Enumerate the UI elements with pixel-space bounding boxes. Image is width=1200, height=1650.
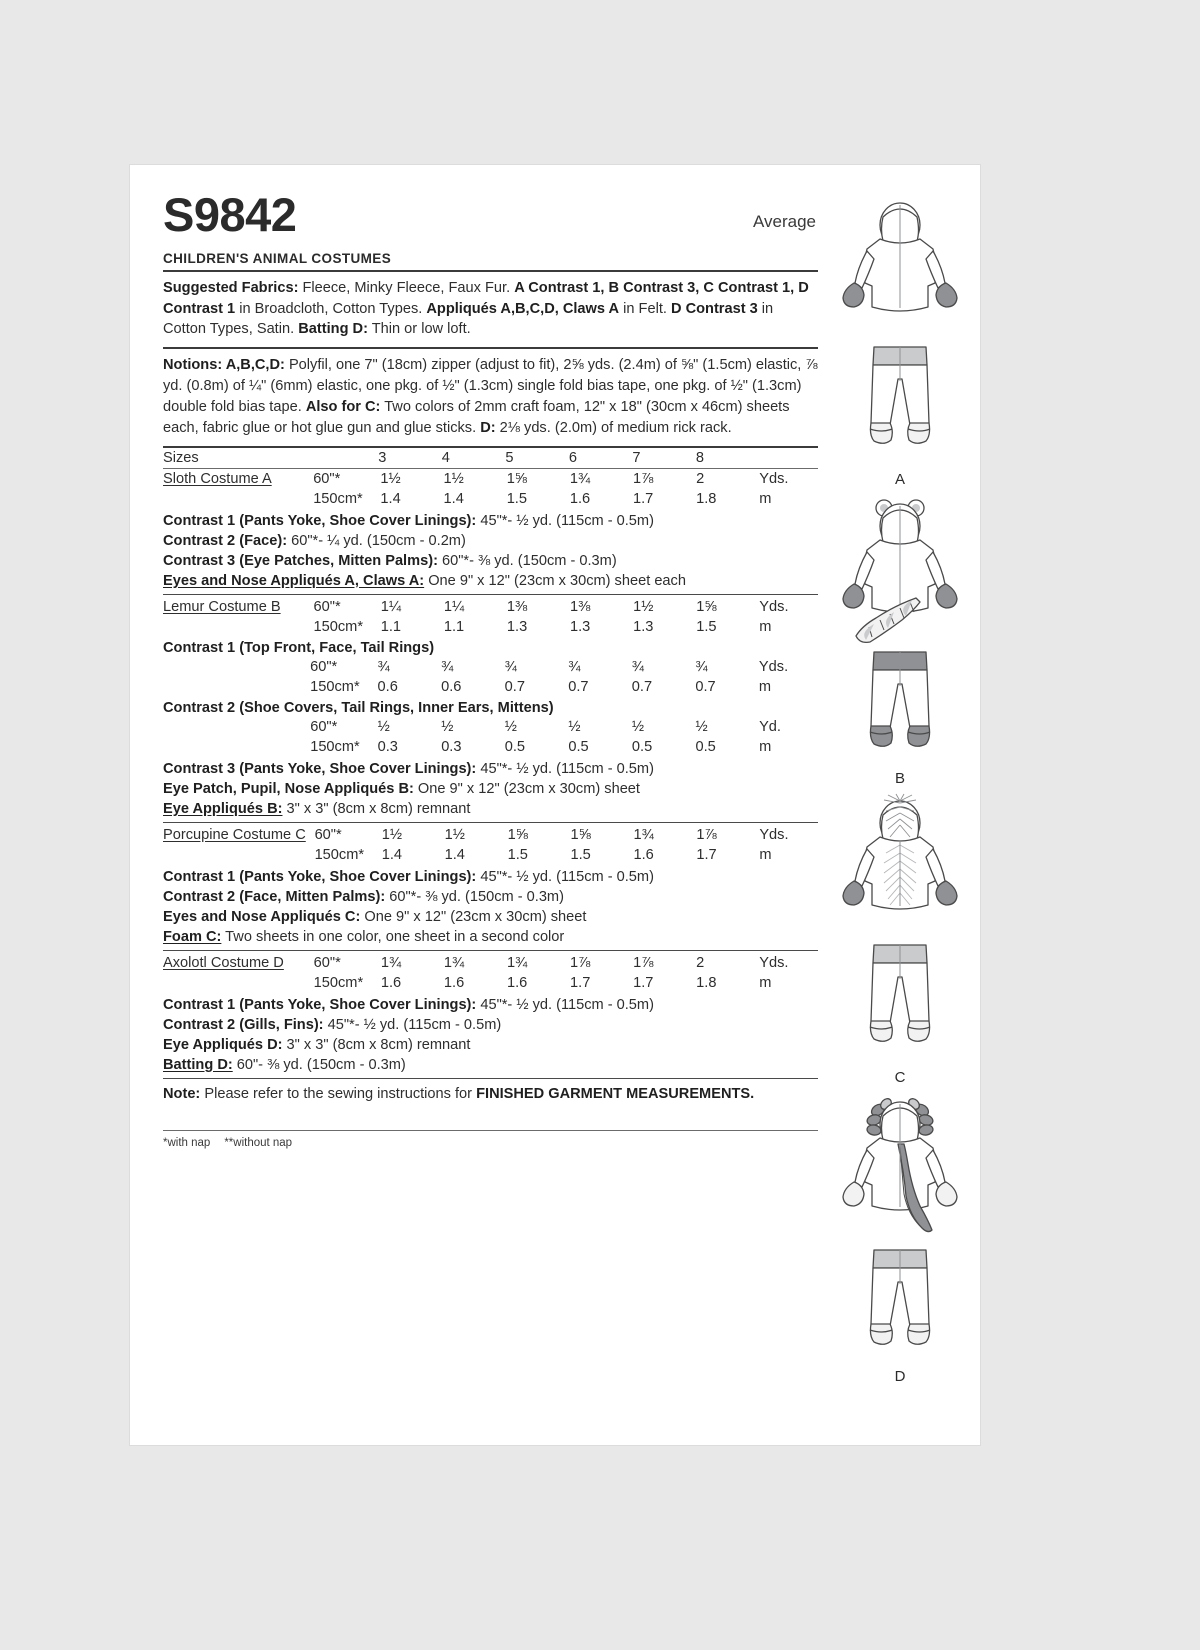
- costume-name-a: Sloth Costume A: [163, 470, 272, 487]
- suggested-fabrics: [163, 278, 818, 341]
- yardage-cell: ½: [568, 718, 581, 735]
- fabric-width: 150cm*: [310, 738, 360, 755]
- costume-name-d: Axolotl Costume D: [163, 954, 284, 971]
- table-row: [163, 657, 818, 677]
- fabric-width: 60"*: [313, 470, 341, 487]
- spacer-cell: [163, 845, 315, 865]
- table-row: [163, 737, 818, 757]
- note-value: 60"*- ⅜ yd. (150cm - 0.3m): [385, 888, 564, 905]
- note-label: Contrast 3 (Pants Yoke, Shoe Cover Linings):: [163, 760, 477, 777]
- table-row: [163, 597, 818, 617]
- yardage-cell: ½: [631, 718, 645, 735]
- fabric-width: 60"*: [314, 826, 342, 843]
- size-col-6: 6: [568, 449, 577, 466]
- sizes-unit-blank: [759, 448, 818, 468]
- unit-cell: m: [759, 738, 772, 755]
- yardage-cell: ¾: [568, 658, 581, 675]
- sizes-header-row: [163, 448, 818, 468]
- notions-views: A,B,C,D:: [222, 357, 285, 374]
- yardage-cell: 1.4: [444, 846, 465, 863]
- yardage-cell: 1¾: [380, 954, 402, 971]
- note-value: Two sheets in one color, one sheet in a second color: [221, 928, 565, 945]
- notions-text-2: Two colors of 2mm craft foam, 12" x 18" (30cm x 46cm) sheets each, fabric glue or hot glue gun and glue sticks.: [163, 398, 790, 436]
- porcupine-costume-view: [835, 793, 965, 1086]
- yardage-cell: 1⅞: [696, 826, 717, 843]
- sloth-costume-view: [835, 195, 965, 488]
- page-title: CHILDREN'S ANIMAL COSTUMES: [163, 250, 392, 266]
- list-item: [163, 1017, 818, 1033]
- yardage-cell: 1½: [381, 826, 402, 843]
- yardage-cell: 0.5: [568, 738, 589, 755]
- yardage-cell: 1.7: [632, 490, 654, 507]
- spacer-cell: [163, 617, 314, 637]
- note-label: Contrast 2 (Face, Mitten Palms):: [163, 888, 386, 905]
- porcupine-illustration: [836, 793, 964, 1068]
- sizes-label: Sizes: [163, 449, 199, 466]
- yardage-cell: 1⅝: [570, 826, 591, 843]
- yardage-cell: 1.8: [696, 490, 717, 507]
- unit-cell: Yds.: [758, 658, 789, 675]
- note-label: Contrast 2 (Gills, Fins):: [163, 1016, 324, 1033]
- yardage-cell: 1¾: [633, 826, 654, 843]
- list-item: [163, 761, 818, 777]
- yardage-cell: 1.6: [380, 974, 402, 991]
- yardage-cell: 0.5: [504, 738, 526, 755]
- yardage-cell: 1.1: [380, 618, 402, 635]
- spacer-cell: [163, 737, 310, 757]
- unit-cell: Yd.: [759, 718, 781, 735]
- yardage-cell: 1⅝: [506, 470, 527, 487]
- yardage-cell: 1.6: [443, 974, 465, 991]
- note-label: Contrast 3 (Eye Patches, Mitten Palms):: [163, 552, 438, 569]
- fabrics-text-4: Thin or low loft.: [367, 321, 471, 338]
- fabric-width: 150cm*: [310, 678, 360, 695]
- sizes-width-blank: [312, 448, 378, 468]
- costume-table-a: [163, 469, 818, 509]
- fabric-width: 150cm*: [313, 490, 363, 507]
- fabric-width: 60"*: [310, 658, 338, 675]
- size-col-4: 4: [441, 449, 450, 466]
- yardage-cell: 0.3: [441, 738, 462, 755]
- yardage-cell: 1.7: [633, 974, 654, 991]
- costume-table-b: [163, 597, 818, 637]
- yardage-cell: 1¼: [443, 598, 465, 615]
- lemur-costume-view: [835, 494, 965, 787]
- list-item: [163, 909, 818, 925]
- unit-cell: Yds.: [759, 598, 789, 615]
- yardage-cell: ¾: [441, 658, 454, 675]
- subtable-heading: Contrast 2 (Shoe Covers, Tail Rings, Inner Ears, Mittens): [163, 699, 554, 716]
- yardage-cell: 0.3: [377, 738, 398, 755]
- table-row: [163, 469, 818, 489]
- note-value: 45"*- ½ yd. (115cm - 0.5m): [476, 512, 654, 529]
- note-value: 60"*- ⅜ yd. (150cm - 0.3m): [437, 552, 617, 569]
- list-item: [163, 869, 818, 885]
- divider-footnote: [163, 1130, 818, 1131]
- yardage-cell: 1⅜: [506, 598, 528, 615]
- table-row: [163, 717, 818, 737]
- fabrics-bold-3: D Contrast 3: [670, 300, 758, 317]
- costume-name-b: Lemur Costume B: [163, 598, 281, 615]
- lemur-illustration: [836, 494, 964, 769]
- yardage-cell: 1.1: [443, 618, 465, 635]
- yardage-cell: 0.7: [695, 678, 716, 695]
- size-col-5: 5: [505, 449, 514, 466]
- table-row: [163, 617, 818, 637]
- costume-b-contrast1-table: [163, 657, 818, 697]
- note-value: 60"- ⅜ yd. (150cm - 0.3m): [232, 1056, 406, 1073]
- yardage-cell: 1.7: [570, 974, 591, 991]
- table-row: [163, 845, 818, 865]
- yardage-cell: 1½: [444, 826, 465, 843]
- header: [163, 188, 818, 241]
- unit-cell: m: [758, 678, 772, 695]
- suggested-fabrics-text: Fleece, Minky Fleece, Faux Fur.: [298, 279, 515, 296]
- size-col-7: 7: [632, 449, 641, 466]
- sizes-header-table: [163, 448, 818, 468]
- size-col-8: 8: [695, 449, 705, 466]
- yardage-cell: 1⅞: [570, 954, 591, 971]
- nap-footnote: [163, 1137, 818, 1149]
- yardage-cell: ½: [695, 718, 708, 735]
- text-column: [163, 188, 818, 1149]
- yardage-cell: 1.5: [506, 490, 527, 507]
- list-item: [163, 1057, 818, 1073]
- yardage-cell: ½: [504, 718, 517, 735]
- unit-cell: Yds.: [759, 470, 789, 487]
- fabric-width: 60"*: [313, 954, 341, 971]
- unit-cell: m: [759, 490, 772, 507]
- unit-cell: m: [759, 846, 772, 863]
- note-emphasis: FINISHED GARMENT MEASUREMENTS.: [476, 1085, 755, 1102]
- yardage-cell: 1.5: [696, 618, 717, 635]
- yardage-cell: 0.7: [631, 678, 653, 695]
- divider-fabrics: [163, 347, 818, 349]
- yardage-cell: 1⅞: [633, 954, 654, 971]
- fabrics-text-3: in Cotton Types, Satin.: [163, 300, 774, 338]
- table-row: [163, 825, 818, 845]
- note-label: Note:: [163, 1085, 201, 1102]
- yardage-cell: 1¾: [443, 954, 465, 971]
- costume-table-c: [163, 825, 818, 865]
- notions: [163, 355, 818, 438]
- fabric-width: 150cm*: [314, 846, 365, 863]
- table-row: [163, 973, 818, 993]
- yardage-cell: 1½: [380, 470, 401, 487]
- axolotl-illustration: [836, 1092, 964, 1367]
- yardage-cell: 0.6: [377, 678, 398, 695]
- list-item: [163, 781, 818, 797]
- list-item: [163, 553, 818, 569]
- yardage-cell: 1¾: [569, 470, 591, 487]
- yardage-cell: 1⅝: [696, 598, 717, 615]
- note-label: Contrast 2 (Face):: [163, 532, 288, 549]
- fabrics-bold-4: Batting D:: [298, 321, 368, 338]
- finished-measurements-note: [163, 1086, 818, 1102]
- fabric-width: 60"*: [313, 598, 341, 615]
- yardage-cell: 0.6: [441, 678, 462, 695]
- costume-name-c: Porcupine Costume C: [163, 826, 306, 843]
- fabrics-bold-1: A Contrast 1, B Contrast 3, C Contrast 1, D Contrast 1: [163, 279, 809, 317]
- list-item: [163, 929, 818, 945]
- notions-label: Notions:: [163, 357, 223, 374]
- note-value: 45"*- ½ yd. (115cm - 0.5m): [476, 868, 654, 885]
- note-value: 3" x 3" (8cm x 8cm) remnant: [282, 800, 471, 817]
- divider-costume-d: [163, 1078, 818, 1079]
- costume-b-contrast2-table: [163, 717, 818, 757]
- yardage-cell: 0.5: [695, 738, 716, 755]
- without-nap-note: **without nap: [224, 1136, 293, 1149]
- yardage-cell: 0.7: [568, 678, 589, 695]
- yardage-cell: 1.5: [570, 846, 591, 863]
- yardage-cell: 1½: [633, 598, 654, 615]
- yardage-cell: 1⅜: [570, 598, 591, 615]
- yardage-cell: 1.3: [633, 618, 654, 635]
- yardage-cell: 1.3: [506, 618, 528, 635]
- view-letter-b: B: [894, 770, 905, 787]
- note-label: Eyes and Nose Appliqués C:: [163, 908, 361, 925]
- fabric-width: 60"*: [310, 718, 338, 735]
- yardage-cell: ¾: [377, 658, 390, 675]
- table-row: [163, 677, 818, 697]
- unit-cell: m: [759, 618, 772, 635]
- list-item: [163, 889, 818, 905]
- list-item: [163, 533, 818, 549]
- yardage-cell: ¾: [695, 658, 708, 675]
- fabric-width: 150cm*: [313, 618, 364, 635]
- note-value: One 9" x 12" (23cm x 30cm) sheet: [413, 780, 640, 797]
- divider-costume-c: [163, 950, 818, 951]
- list-item: [163, 513, 818, 529]
- yardage-cell: 1.6: [569, 490, 591, 507]
- note-label: Batting D:: [163, 1056, 233, 1073]
- yardage-cell: 1.4: [443, 490, 464, 507]
- table-row: [163, 489, 818, 509]
- yardage-cell: ½: [377, 718, 390, 735]
- pattern-envelope-back: [130, 165, 980, 1445]
- yardage-cell: 1.8: [696, 974, 717, 991]
- yardage-cell: 0.7: [504, 678, 525, 695]
- view-letter-a: A: [894, 471, 905, 488]
- yardage-cell: 2: [696, 470, 705, 487]
- costume-table-d: [163, 953, 818, 993]
- yardage-cell: 1.6: [506, 974, 528, 991]
- note-label: Contrast 1 (Pants Yoke, Shoe Cover Linings):: [163, 868, 477, 885]
- list-item: [163, 997, 818, 1013]
- note-label: Contrast 1 (Pants Yoke, Shoe Cover Linings):: [163, 512, 477, 529]
- yardage-cell: ¾: [504, 658, 517, 675]
- axolotl-costume-view: [835, 1092, 965, 1385]
- fabrics-text-1: in Broadcloth, Cotton Types.: [235, 300, 427, 317]
- yardage-cell: 1¾: [506, 954, 528, 971]
- divider-costume-b: [163, 822, 818, 823]
- subtable-heading: Contrast 1 (Top Front, Face, Tail Rings): [163, 639, 435, 656]
- list-item: [163, 801, 818, 817]
- yardage-cell: 1.4: [381, 846, 402, 863]
- note-value: 45"*- ½ yd. (115cm - 0.5m): [476, 996, 654, 1013]
- yardage-cell: 1.3: [570, 618, 591, 635]
- table-row: [163, 953, 818, 973]
- yardage-cell: 1.4: [380, 490, 401, 507]
- yardage-cell: 1.6: [633, 846, 654, 863]
- notions-bold-3: D:: [480, 419, 496, 436]
- note-value: 45"*- ½ yd. (115cm - 0.5m): [476, 760, 654, 777]
- fabrics-bold-2: Appliqués A,B,C,D, Claws A: [426, 300, 620, 317]
- yardage-cell: ½: [441, 718, 454, 735]
- note-label: Eyes and Nose Appliqués A, Claws A:: [163, 572, 425, 589]
- note-value: 45"*- ½ yd. (115cm - 0.5m): [323, 1016, 502, 1033]
- view-letter-c: C: [894, 1069, 906, 1086]
- notions-bold-2: Also for C:: [305, 398, 381, 415]
- fabric-width: 150cm*: [313, 974, 364, 991]
- yardage-cell: 1⅝: [507, 826, 528, 843]
- yardage-cell: 0.5: [631, 738, 653, 755]
- yardage-cell: 1.5: [507, 846, 528, 863]
- note-label: Eye Appliqués D:: [163, 1036, 283, 1053]
- note-label: Eye Patch, Pupil, Nose Appliqués B:: [163, 780, 414, 797]
- unit-cell: Yds.: [759, 826, 789, 843]
- spacer-cell: [163, 717, 310, 737]
- note-label: Foam C:: [163, 928, 222, 945]
- yardage-cell: ¾: [631, 658, 644, 675]
- list-item: [163, 573, 818, 589]
- size-col-3: 3: [378, 449, 387, 466]
- fabrics-text-2: in Felt.: [619, 300, 671, 317]
- yardage-cell: 1⅞: [632, 470, 654, 487]
- notions-text: Polyfil, one 7" (18cm) zipper (adjust to fit), 2⅝ yds. (2.4m) of ⅝" (1.5cm) elastic, ⅞ yd. (0.8m) of ¼" (6mm) elastic, one pkg. of ½" (1.3cm) single fold bias tape, one pkg. of ½" (1.3cm) double fold bias tape.: [163, 357, 818, 415]
- list-item: [163, 1037, 818, 1053]
- view-letter-d: D: [894, 1368, 906, 1385]
- spacer-cell: [163, 489, 313, 509]
- note-value: 3" x 3" (8cm x 8cm) remnant: [282, 1036, 471, 1053]
- with-nap-note: *with nap: [163, 1136, 211, 1149]
- spacer-cell: [163, 973, 314, 993]
- divider-title: [163, 270, 818, 272]
- note-value: Please refer to the sewing instructions for: [200, 1085, 477, 1102]
- sloth-illustration: [836, 195, 964, 470]
- unit-cell: Yds.: [759, 954, 789, 971]
- garment-illustrations: [835, 195, 965, 1391]
- note-label: Eye Appliqués B:: [163, 800, 283, 817]
- note-value: One 9" x 12" (23cm x 30cm) sheet: [360, 908, 587, 925]
- divider-costume-a: [163, 594, 818, 595]
- yardage-cell: 1.7: [696, 846, 717, 863]
- note-value: One 9" x 12" (23cm x 30cm) sheet each: [424, 572, 686, 589]
- difficulty-level: Average: [752, 211, 816, 231]
- note-value: 60"*- ¼ yd. (150cm - 0.2m): [287, 532, 466, 549]
- pattern-number: S9842: [163, 188, 297, 241]
- unit-cell: m: [759, 974, 772, 991]
- yardage-cell: 2: [696, 954, 705, 971]
- spacer-cell: [163, 677, 310, 697]
- suggested-fabrics-label: Suggested Fabrics:: [163, 279, 299, 296]
- yardage-cell: 1½: [443, 470, 464, 487]
- yardage-cell: 1¼: [380, 598, 402, 615]
- notions-text-3: 2⅛ yds. (2.0m) of medium rick rack.: [495, 419, 732, 436]
- note-label: Contrast 1 (Pants Yoke, Shoe Cover Linings):: [163, 996, 477, 1013]
- spacer-cell: [163, 657, 310, 677]
